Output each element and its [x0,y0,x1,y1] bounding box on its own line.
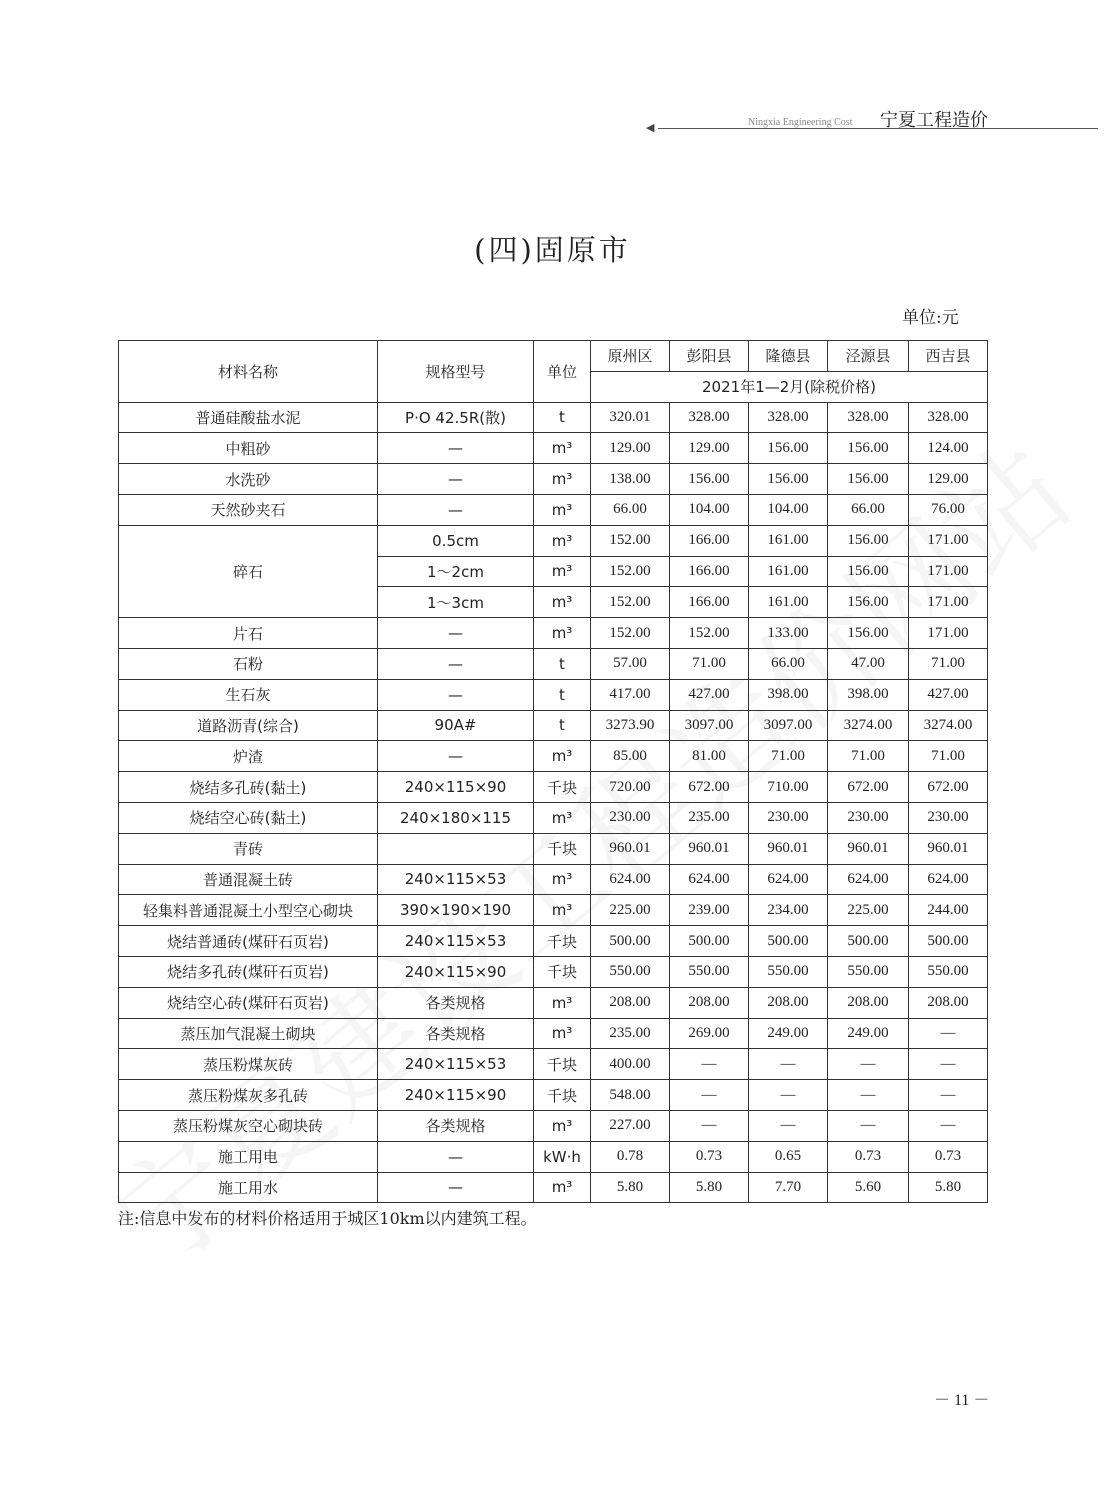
spec-cell: — [378,679,534,710]
material-name-cell: 烧结空心砖(煤矸石页岩) [119,987,378,1018]
price-cell: 129.00 [909,464,988,495]
price-cell: — [670,1110,749,1141]
col-header-region: 泾源县 [828,341,909,372]
spec-cell: — [378,1141,534,1172]
price-cell: 161.00 [749,556,828,587]
price-cell: 960.01 [591,833,670,864]
price-cell: 227.00 [591,1110,670,1141]
price-cell: 249.00 [749,1018,828,1049]
price-cell: 0.78 [591,1141,670,1172]
spec-cell: — [378,494,534,525]
material-name-cell: 烧结多孔砖(煤矸石页岩) [119,956,378,987]
unit-cell: t [534,710,591,741]
unit-cell: 千块 [534,1049,591,1080]
price-cell: 208.00 [749,987,828,1018]
price-cell: 161.00 [749,525,828,556]
price-cell: — [670,1049,749,1080]
price-cell: — [909,1049,988,1080]
material-name-cell: 蒸压加气混凝土砌块 [119,1018,378,1049]
unit-cell: 千块 [534,772,591,803]
price-cell: 0.73 [909,1141,988,1172]
material-name-cell: 天然砂夹石 [119,494,378,525]
price-cell: 239.00 [670,895,749,926]
price-cell: 171.00 [909,556,988,587]
price-cell: 249.00 [828,1018,909,1049]
material-name-cell: 蒸压粉煤灰空心砌块砖 [119,1110,378,1141]
spec-cell: — [378,648,534,679]
price-cell: 208.00 [909,987,988,1018]
price-cell: 152.00 [591,556,670,587]
unit-cell: m³ [534,741,591,772]
unit-cell: 千块 [534,1080,591,1111]
price-cell: 427.00 [670,679,749,710]
price-cell: 0.73 [828,1141,909,1172]
page-number: － 11 － [934,1392,990,1409]
spec-cell: 240×115×53 [378,926,534,957]
price-cell: 328.00 [828,402,909,433]
spec-cell [378,833,534,864]
material-name-cell: 生石灰 [119,679,378,710]
unit-cell: t [534,648,591,679]
price-cell: 152.00 [670,618,749,649]
table-row [119,710,988,741]
unit-cell: m³ [534,1110,591,1141]
spec-cell: 240×115×53 [378,1049,534,1080]
material-name-cell: 普通混凝土砖 [119,864,378,895]
spec-cell: 1～3cm [378,587,534,618]
price-cell: — [828,1080,909,1111]
price-cell: 81.00 [670,741,749,772]
price-cell: — [828,1110,909,1141]
table-row [119,987,988,1018]
table-row [119,772,988,803]
unit-label: 单位:元 [902,308,959,328]
spec-cell: — [378,464,534,495]
price-cell: 5.80 [670,1172,749,1203]
price-cell: 5.80 [591,1172,670,1203]
price-cell: 235.00 [591,1018,670,1049]
header-row [119,341,988,372]
price-cell: 166.00 [670,556,749,587]
header-english-title: Ningxia Engineering Cost [748,117,853,128]
price-cell: 500.00 [749,926,828,957]
material-name-cell: 青砖 [119,833,378,864]
price-cell: — [909,1018,988,1049]
price-cell: 550.00 [591,956,670,987]
price-cell: 71.00 [909,648,988,679]
material-name-cell: 蒸压粉煤灰砖 [119,1049,378,1080]
table-row [119,494,988,525]
price-table [118,340,988,1203]
unit-cell: t [534,402,591,433]
header-rule [658,128,1098,129]
material-name-cell: 烧结普通砖(煤矸石页岩) [119,926,378,957]
price-cell: 417.00 [591,679,670,710]
price-cell: 230.00 [828,802,909,833]
price-cell: 328.00 [749,402,828,433]
price-cell: 156.00 [749,464,828,495]
price-cell: — [749,1110,828,1141]
material-name-cell: 中粗砂 [119,433,378,464]
material-name-cell: 轻集料普通混凝土小型空心砌块 [119,895,378,926]
table-row [119,648,988,679]
price-cell: 672.00 [909,772,988,803]
table-row [119,1018,988,1049]
spec-cell: 240×115×53 [378,864,534,895]
spec-cell: 240×115×90 [378,956,534,987]
price-cell: 3273.90 [591,710,670,741]
unit-cell: m³ [534,1172,591,1203]
table-row [119,1172,988,1203]
price-cell: 71.00 [749,741,828,772]
table-row [119,895,988,926]
unit-cell: kW·h [534,1141,591,1172]
spec-cell: P·O 42.5R(散) [378,402,534,433]
price-cell: 156.00 [828,587,909,618]
price-cell: 960.01 [670,833,749,864]
unit-cell: 千块 [534,833,591,864]
arrow-left-icon: ◀ [646,121,655,134]
price-cell: 71.00 [828,741,909,772]
unit-cell: m³ [534,1018,591,1049]
price-cell: 624.00 [828,864,909,895]
price-cell: 624.00 [591,864,670,895]
table-row [119,679,988,710]
unit-cell: 千块 [534,926,591,957]
price-cell: 230.00 [591,802,670,833]
material-name-cell: 片石 [119,618,378,649]
price-cell: 171.00 [909,587,988,618]
price-cell: 129.00 [670,433,749,464]
price-cell: — [749,1080,828,1111]
material-name-cell: 烧结多孔砖(黏土) [119,772,378,803]
price-cell: 230.00 [749,802,828,833]
price-cell: 66.00 [828,494,909,525]
spec-cell: 各类规格 [378,1018,534,1049]
table-row [119,618,988,649]
unit-cell: m³ [534,433,591,464]
footnote: 注:信息中发布的材料价格适用于城区10km以内建筑工程。 [118,1209,537,1228]
table-row [119,741,988,772]
spec-cell: 90A# [378,710,534,741]
col-header-region: 原州区 [591,341,670,372]
table-row [119,833,988,864]
spec-cell: 240×115×90 [378,772,534,803]
price-cell: 3274.00 [909,710,988,741]
unit-cell: 千块 [534,956,591,987]
price-cell: 328.00 [670,402,749,433]
price-cell: 244.00 [909,895,988,926]
price-cell: 124.00 [909,433,988,464]
price-cell: 720.00 [591,772,670,803]
unit-cell: m³ [534,987,591,1018]
spec-cell: 各类规格 [378,1110,534,1141]
col-header-unit: 单位 [534,341,591,403]
price-cell: 129.00 [591,433,670,464]
price-cell: 7.70 [749,1172,828,1203]
price-cell: 152.00 [591,618,670,649]
table-row [119,1141,988,1172]
col-header-region: 彭阳县 [670,341,749,372]
price-cell: 225.00 [591,895,670,926]
price-cell: 225.00 [828,895,909,926]
col-header-spec: 规格型号 [378,341,534,403]
unit-cell: m³ [534,464,591,495]
table-row [119,525,988,556]
price-cell: 85.00 [591,741,670,772]
col-header-region: 西吉县 [909,341,988,372]
price-cell: 208.00 [591,987,670,1018]
unit-cell: m³ [534,864,591,895]
header-chinese-title: 宁夏工程造价 [880,110,988,131]
col-header-region: 隆德县 [749,341,828,372]
unit-cell: m³ [534,802,591,833]
price-cell: 624.00 [670,864,749,895]
price-cell: 0.65 [749,1141,828,1172]
table-row [119,402,988,433]
price-cell: 104.00 [749,494,828,525]
spec-cell: 0.5cm [378,525,534,556]
unit-cell: m³ [534,525,591,556]
price-cell: 156.00 [828,556,909,587]
price-cell: 47.00 [828,648,909,679]
price-cell: 76.00 [909,494,988,525]
table-row [119,1080,988,1111]
material-name-cell: 普通硅酸盐水泥 [119,402,378,433]
price-cell: 500.00 [828,926,909,957]
price-cell: — [828,1049,909,1080]
spec-cell: — [378,741,534,772]
material-name-cell: 水洗砂 [119,464,378,495]
price-cell: 133.00 [749,618,828,649]
spec-cell: 390×190×190 [378,895,534,926]
price-cell: 624.00 [749,864,828,895]
price-cell: 171.00 [909,525,988,556]
price-cell: 328.00 [909,402,988,433]
price-cell: 71.00 [909,741,988,772]
price-cell: 138.00 [591,464,670,495]
price-cell: 710.00 [749,772,828,803]
price-cell: 166.00 [670,525,749,556]
price-cell: 156.00 [828,433,909,464]
table-row [119,926,988,957]
price-cell: 161.00 [749,587,828,618]
price-cell: 156.00 [670,464,749,495]
table-row [119,433,988,464]
price-cell: 208.00 [828,987,909,1018]
price-cell: 550.00 [909,956,988,987]
price-cell: 960.01 [909,833,988,864]
price-cell: 398.00 [828,679,909,710]
price-cell: 3097.00 [670,710,749,741]
unit-cell: m³ [534,494,591,525]
price-cell: — [670,1080,749,1111]
table-row [119,956,988,987]
table-row [119,864,988,895]
price-cell: 57.00 [591,648,670,679]
price-cell: 960.01 [828,833,909,864]
page-title: (四)固原市 [474,233,631,267]
unit-cell: m³ [534,556,591,587]
price-cell: 71.00 [670,648,749,679]
price-cell: 398.00 [749,679,828,710]
spec-cell: 各类规格 [378,987,534,1018]
price-cell: 104.00 [670,494,749,525]
unit-cell: m³ [534,618,591,649]
price-cell: 672.00 [670,772,749,803]
price-cell: — [749,1049,828,1080]
unit-cell: m³ [534,895,591,926]
material-name-cell: 碎石 [119,525,378,617]
price-cell: 500.00 [909,926,988,957]
price-cell: 548.00 [591,1080,670,1111]
spec-cell: — [378,433,534,464]
price-cell: 550.00 [670,956,749,987]
col-header-name: 材料名称 [119,341,378,403]
price-cell: 400.00 [591,1049,670,1080]
price-cell: 550.00 [828,956,909,987]
price-cell: 3097.00 [749,710,828,741]
price-cell: 320.01 [591,402,670,433]
price-cell: 3274.00 [828,710,909,741]
spec-cell: — [378,618,534,649]
price-cell: 156.00 [828,525,909,556]
price-cell: 156.00 [749,433,828,464]
table-row [119,1110,988,1141]
price-cell: 166.00 [670,587,749,618]
table-row [119,464,988,495]
price-cell: 0.73 [670,1141,749,1172]
price-cell: 235.00 [670,802,749,833]
price-cell: 624.00 [909,864,988,895]
price-cell: 171.00 [909,618,988,649]
price-cell: 230.00 [909,802,988,833]
spec-cell: 240×180×115 [378,802,534,833]
spec-cell: — [378,1172,534,1203]
unit-cell: t [534,679,591,710]
price-cell: 156.00 [828,618,909,649]
spec-cell: 240×115×90 [378,1080,534,1111]
price-cell: 672.00 [828,772,909,803]
price-cell: 960.01 [749,833,828,864]
unit-cell: m³ [534,587,591,618]
period-label: 2021年1—2月(除税价格) [591,371,988,402]
price-cell: 5.60 [828,1172,909,1203]
material-name-cell: 蒸压粉煤灰多孔砖 [119,1080,378,1111]
material-name-cell: 施工用水 [119,1172,378,1203]
table-row [119,802,988,833]
price-cell: 66.00 [591,494,670,525]
material-name-cell: 炉渣 [119,741,378,772]
price-cell: 234.00 [749,895,828,926]
material-name-cell: 石粉 [119,648,378,679]
material-name-cell: 烧结空心砖(黏土) [119,802,378,833]
price-cell: 66.00 [749,648,828,679]
material-name-cell: 道路沥青(综合) [119,710,378,741]
price-cell: 156.00 [828,464,909,495]
price-cell: 152.00 [591,587,670,618]
price-cell: 550.00 [749,956,828,987]
price-cell: 500.00 [591,926,670,957]
material-name-cell: 施工用电 [119,1141,378,1172]
table-row [119,1049,988,1080]
spec-cell: 1～2cm [378,556,534,587]
price-cell: 152.00 [591,525,670,556]
price-cell: 269.00 [670,1018,749,1049]
price-cell: — [909,1110,988,1141]
price-cell: 208.00 [670,987,749,1018]
price-cell: 500.00 [670,926,749,957]
price-cell: 427.00 [909,679,988,710]
price-cell: 5.80 [909,1172,988,1203]
price-cell: — [909,1080,988,1111]
